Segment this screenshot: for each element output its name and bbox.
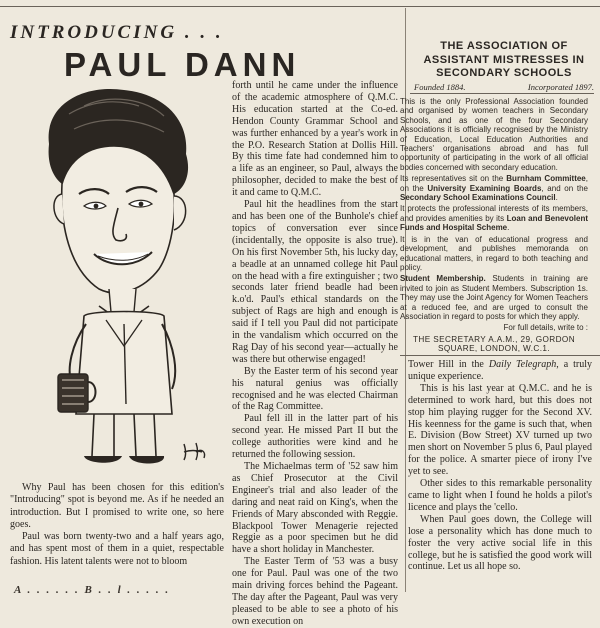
article-body xyxy=(232,80,398,628)
association-title: THE ASSOCIATION OF ASSISTANT MISTRESSES IN SECONDARY SCHOOLS xyxy=(423,40,585,79)
clipped-next-heading: A . . . . . . B . . l . . . . . xyxy=(14,584,171,596)
article-para-1: forth until he came under the influence of the academic atmosphere of Q.M.C. His education started at the Co-ed. Hendon County Grammar School and was further enhanced by a year's work in the P.O. Research Station at Dollis Hill. By this time fate had condemned him to a life as an engineer, so Paul, always the philosopher, decided to make the best of it and came to Q.M.C. xyxy=(232,80,398,199)
advert-para-2: Its representatives sit on the Burnham Committee, on the University Examining Boards, and on the Secondary School Examinations Council. xyxy=(400,174,588,203)
kicker-heading: INTRODUCING . . . xyxy=(10,22,224,43)
article-para-6: The Easter Term of '53 was a busy one for Paul. Paul was one of the two main driving forces behind the Pageant. The day after the Pageant, Paul was very pleased to be able to see a photo of his own execution on xyxy=(232,556,398,627)
founded-date: Founded 1884. xyxy=(414,82,466,92)
intro-caption xyxy=(10,482,224,568)
advert-para-4: It is in the van of educational progress and development, and publishes memoranda on educational matters, in regard to both teaching and policy. xyxy=(400,234,588,272)
article-para-3: By the Easter term of his second year his natural genius was officially recognised and he was elected Chairman of the Rag Committee. xyxy=(232,365,398,413)
continuation-para-1: Tower Hill in the Daily Telegraph, a truly unique experience. xyxy=(408,359,593,382)
caption-para-2: Paul was born twenty-two and a half years ago, and has spent most of them in a quiet, respectable fashion. His latent talents were not to bloom xyxy=(10,531,224,567)
article-para-2: Paul hit the headlines from the start and has been one of the Bunhole's chief topics of conversation ever since (incidentally, the opposite is also true). On his first November 5th, his lucky day, a beadle at an unnamed college hit Paul on the head with a fire extinguisher ; two seconds later friend beadle had been k.o'd. Paul's ethical standards on the subject of Rags are high and enough is said if I tell you Paul did not participate in the vandalism which occurred on the Rag Day of his second year—actually he was there but otherwise engaged! xyxy=(232,199,398,365)
continuation-para-3: Other sides to this remarkable personality came to light when I found he holds a pilot's licence and plays the 'cello. xyxy=(408,478,592,513)
article-continuation xyxy=(408,359,592,573)
top-rule xyxy=(0,6,600,7)
article-para-4: Paul fell ill in the latter part of his second year. He missed Part II but the college authorities were kind and he returned the following session. xyxy=(232,413,398,461)
advert-para-3: It protects the professional interests of its members, and provides amenities by its Loan and Benevolent Funds and Hospital Scheme. xyxy=(400,204,588,233)
advert-para-1: This is the only Professional Association founded and organised by women teachers in Secondary Schools, and as one of the four Secondary Associations it is officially recognised by the Ministry of Education, Local Education Authorities and Teachers' organisations abroad and has full opportunity of participating in the work of all official bodies concerned with secondary education. xyxy=(400,97,588,172)
signature-mark xyxy=(180,440,210,462)
incorporated-date: Incorporated 1897. xyxy=(527,82,594,92)
advert-para-5: Student Membership. Students in training are invited to join as Student Members. Subscription 1s. They may use the Joint Agency for Women Teachers at a reduced fee, and are urged to consult the Association in regard to posts for which they apply. xyxy=(400,274,589,321)
advert-address: THE SECRETARY A.A.M., 29, GORDON SQUARE, LONDON, W.C.1. xyxy=(412,334,576,354)
article-headline: PAUL DANN xyxy=(64,46,301,83)
continuation-para-2: This is his last year at Q.M.C. and he is determined to work hard, but this does not stop him playing rugger for the Second XV. His keenness for the game is such that, when E. Division (Bow Street) XV turned up two men short on November 5 plus 6, Paul played for the police. A smarter piece of irony I've yet to see. xyxy=(408,382,592,478)
advert-write-to: For full details, write to : xyxy=(503,323,588,333)
caption-para-1: Why Paul has been chosen for this edition's "Introducing" spot is beyond me. As if he needed an introduction. But I promised to write one, so here goes. xyxy=(10,482,224,530)
box-bottom-rule xyxy=(400,355,600,356)
continuation-para-4: When Paul goes down, the College will lose a personality which has done much to foster the very active social life in this college, but he is satisfied the good work will continue. Let us all hope so. xyxy=(408,513,592,573)
caricature-illustration xyxy=(14,84,224,478)
association-advert-body xyxy=(400,97,588,354)
box-rule xyxy=(410,93,594,94)
article-para-5: The Michaelmas term of '52 saw him as Chief Prosecutor at the Civil Engineer's trial and also leader of the daring and neat raid on King's, when the Friends of Mary absconded with Reggie. Blackpool Tower Menagerie rejected Reggie as a poor specimen but he did have a short holiday in Manchester. xyxy=(232,461,398,556)
association-dates xyxy=(414,82,594,92)
